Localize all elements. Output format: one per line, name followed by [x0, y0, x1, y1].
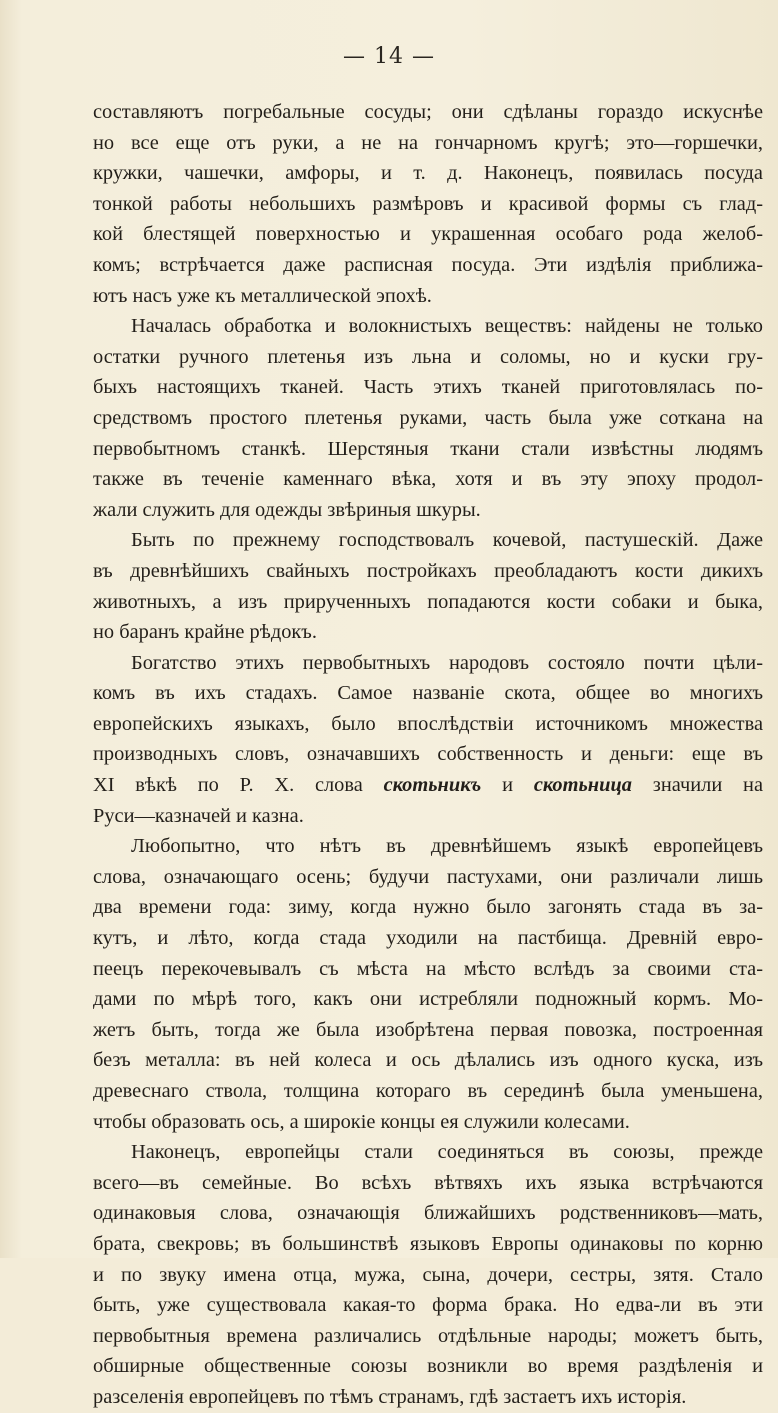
text-line: жали служить для одежды звѣриныя шкуры.	[93, 498, 481, 521]
text-line: животныхъ, а изъ прирученныхъ попадаются кости собаки и быка,	[93, 590, 763, 613]
text-line: и по звуку имена отца, мужа, сына, дочери, сестры, зятя. Стало	[93, 1263, 763, 1286]
text-line: кутъ, и лѣто, когда стада уходили на пастбища. Древній евро-	[93, 927, 763, 950]
text-line: остатки ручного плетенья изъ льна и соломы, но и куски гру-	[93, 345, 763, 368]
text-line: Началась обработка и волокнистыхъ веществъ: найдены не только	[131, 315, 763, 338]
text-line: чтобы образовать ось, а широкіе концы ея служили колесами.	[93, 1110, 630, 1133]
text-line: первобытныя времена различались отдѣльные народы; можетъ быть,	[93, 1324, 763, 1347]
text-line: кружки, чашечки, амфоры, и т. д. Наконецъ, появилась посуда	[93, 162, 763, 185]
text-line: но баранъ крайне рѣдокъ.	[93, 621, 317, 644]
text-line: всего—въ семейные. Во всѣхъ вѣтвяхъ ихъ языка встрѣчаются	[93, 1171, 763, 1194]
text-line: первобытномъ станкѣ. Шерстяныя ткани стали извѣстны людямъ	[93, 437, 763, 460]
text-line: также въ теченіе каменнаго вѣка, хотя и въ эту эпоху продол-	[93, 468, 763, 491]
text-line: безъ металла: въ ней колеса и ось дѣлались изъ одного куска, изъ	[93, 1049, 763, 1072]
text-line: быхъ настоящихъ тканей. Часть этихъ тканей приготовлялась по-	[93, 376, 763, 399]
text-line: производныхъ словъ, означавшихъ собственность и деньги: еще въ	[93, 743, 763, 766]
text-line: XI вѣкѣ по Р. Х. слова скотьникъ и скотьница значили на	[93, 774, 763, 797]
text-line: комъ въ ихъ стадахъ. Самое названіе скота, общее во многихъ	[93, 682, 763, 705]
text-line: средствомъ простого плетенья руками, часть была уже соткана на	[93, 406, 763, 429]
text-line: комъ; встрѣчается даже расписная посуда. Эти издѣлія приближа-	[93, 253, 763, 276]
text-line: брата, свекровь; въ большинствѣ языковъ Европы одинаковы по корню	[93, 1232, 763, 1255]
text-line: пеецъ перекочевывалъ съ мѣста на мѣсто вслѣдъ за своими ста-	[93, 957, 763, 980]
page-number: — 14 —	[343, 44, 435, 69]
text-line: древеснаго ствола, толщина котораго въ серединѣ была уменьшена,	[93, 1080, 763, 1102]
text-line: одинаковыя слова, означающія ближайшихъ родственниковъ—мать,	[93, 1202, 763, 1225]
emphasized-word: скотьникъ	[383, 774, 482, 797]
text-line: быть, уже существовала какая-то форма брака. Но едва-ли въ эти	[93, 1294, 763, 1317]
text-line: ютъ насъ уже къ металлической эпохѣ.	[93, 284, 432, 307]
text-line: Богатство этихъ первобытныхъ народовъ состояло почти цѣли-	[131, 651, 763, 674]
text-line: жетъ быть, тогда же была изобрѣтена первая повозка, построенная	[93, 1018, 763, 1041]
text-line: разселенія европейцевъ по тѣмъ странамъ, гдѣ застаетъ ихъ исторія.	[93, 1385, 687, 1408]
text-line: два времени года: зиму, когда нужно было загонять стада въ за-	[93, 896, 763, 919]
emphasized-word: скотьница	[533, 774, 632, 797]
text-line: европейскихъ языкахъ, было впослѣдствіи источникомъ множества	[93, 712, 763, 735]
text-line: кой блестящей поверхностью и украшенная особаго рода желоб-	[93, 223, 763, 246]
text-line: Любопытно, что нѣтъ въ древнѣйшемъ языкѣ европейцевъ	[131, 835, 763, 858]
text-line: Руси—казначей и казна.	[93, 804, 304, 827]
text-line: Наконецъ, европейцы стали соединяться въ союзы, прежде	[131, 1141, 763, 1164]
text-line: составляютъ погребальные сосуды; они сдѣланы гораздо искуснѣе	[93, 101, 763, 123]
text-line: въ древнѣйшихъ свайныхъ постройкахъ преобладаютъ кости дикихъ	[93, 559, 763, 582]
body-text	[93, 97, 763, 1413]
text-line: Быть по прежнему господствовалъ кочевой, пастушескій. Даже	[131, 529, 763, 552]
text-line: но все еще отъ руки, а не на гончарномъ кругѣ; это—горшечки,	[93, 131, 763, 154]
text-line: обширные общественные союзы возникли во время раздѣленія и	[93, 1355, 763, 1378]
text-line: слова, означающаго осень; будучи пастухами, они различали лишь	[93, 865, 763, 888]
text-line: дами по мѣрѣ того, какъ они истребляли подножный кормъ. Мо-	[93, 988, 763, 1011]
text-line: тонкой работы небольшихъ размѣровъ и красивой формы съ глад-	[93, 192, 763, 215]
